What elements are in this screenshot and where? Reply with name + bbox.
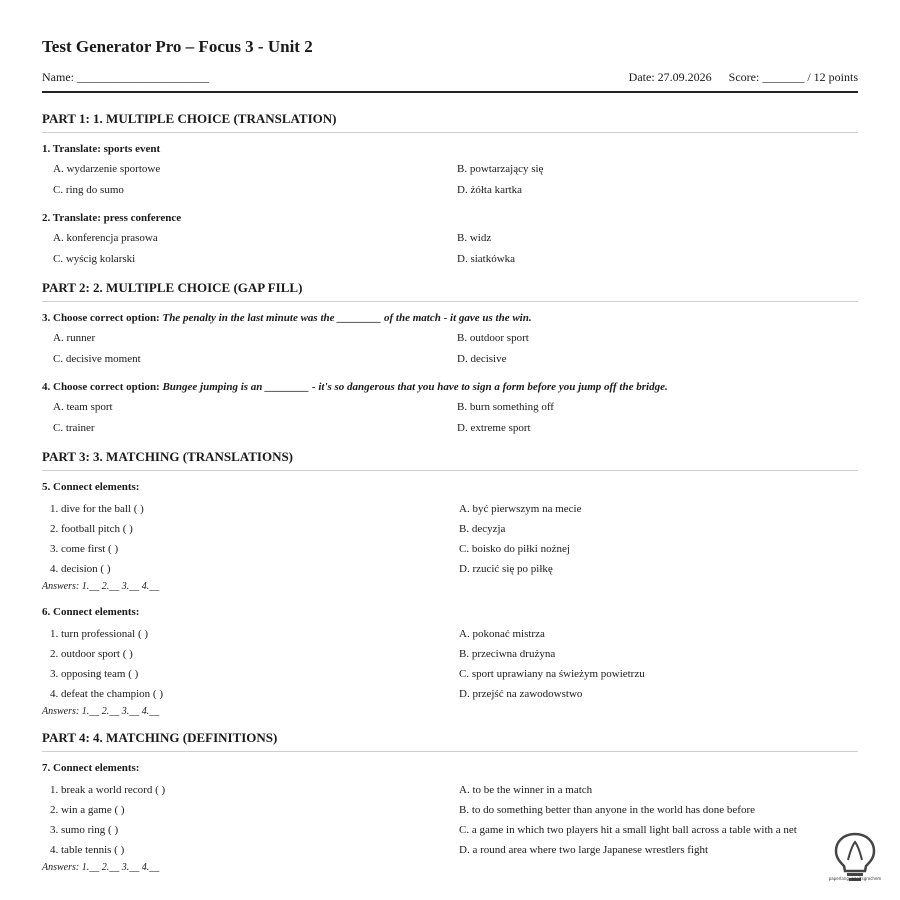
match-right-item: D. a round area where two large Japanese wrestlers fight [459, 844, 709, 856]
question-4 [42, 379, 858, 439]
match-right-item: D. rzucić się po piłkę [459, 563, 553, 575]
options [42, 328, 858, 370]
match-right-item: C. boisko do piłki nożnej [459, 543, 570, 555]
question-1 [42, 141, 858, 201]
part-divider [42, 301, 858, 302]
option-b: B. powtarzający się [457, 163, 544, 175]
matching-grid [42, 780, 858, 860]
header-meta [42, 66, 858, 88]
part-title: PART 1: 1. MULTIPLE CHOICE (TRANSLATION) [42, 111, 337, 126]
match-left-item: 4. defeat the champion ( ) [50, 688, 164, 700]
option-d: D. żółta kartka [457, 184, 523, 196]
name-field: Name: ______________________ [42, 69, 209, 84]
answer-line: Answers: 1.__ 2.__ 3.__ 4.__ [42, 581, 160, 592]
worksheet [42, 36, 858, 885]
option-b: B. burn something off [457, 401, 554, 413]
answer-line: Answers: 1.__ 2.__ 3.__ 4.__ [42, 706, 160, 717]
question-prompt: 1. Translate: sports event [42, 143, 161, 155]
match-left-item: 2. football pitch ( ) [50, 523, 133, 535]
match-left-item: 3. come first ( ) [50, 543, 119, 555]
options [42, 397, 858, 439]
match-left-item: 2. win a game ( ) [50, 804, 125, 816]
question-prompt: 6. Connect elements: [42, 606, 140, 618]
part-title: PART 3: 3. MATCHING (TRANSLATIONS) [42, 449, 294, 464]
question-6 [42, 604, 858, 720]
match-right-item: C. a game in which two players hit a small light ball across a table with a net [459, 824, 797, 836]
option-b: B. outdoor sport [457, 332, 529, 344]
option-c: C. ring do sumo [53, 184, 124, 196]
options [42, 159, 858, 201]
option-c: C. wyścig kolarski [53, 253, 136, 265]
match-left-item: 4. table tennis ( ) [50, 844, 125, 856]
option-a: A. wydarzenie sportowe [53, 163, 161, 175]
match-left-item: 2. outdoor sport ( ) [50, 648, 133, 660]
part-3 [42, 448, 858, 720]
question-2 [42, 210, 858, 270]
question-prompt: 7. Connect elements: [42, 762, 140, 774]
header-divider [42, 91, 858, 93]
part-divider [42, 470, 858, 471]
header-right [615, 70, 858, 85]
part-1 [42, 110, 858, 270]
match-right-item: D. przejść na zawodowstwo [459, 688, 583, 700]
part-divider [42, 132, 858, 133]
answer-line: Answers: 1.__ 2.__ 3.__ 4.__ [42, 862, 160, 873]
question-prompt: 4. Choose correct option: Bungee jumping is an ________ - it's so dangerous that you have to sign a form before you jump off the bridge. [42, 381, 668, 393]
option-d: D. siatkówka [457, 253, 516, 265]
question-prompt: 5. Connect elements: [42, 481, 140, 493]
option-a: A. team sport [53, 401, 113, 413]
question-prompt: 3. Choose correct option: The penalty in the last minute was the ________ of the match - it gave us the win. [42, 312, 532, 324]
date-label: Date: 27.09.2026 [628, 69, 712, 84]
question-prompt: 2. Translate: press conference [42, 212, 182, 224]
option-d: D. extreme sport [457, 422, 531, 434]
matching-grid [42, 624, 858, 704]
logo-text: paperlanguageltsgrochem [828, 876, 882, 881]
question-5 [42, 479, 858, 595]
question-3 [42, 310, 858, 370]
match-right-item: B. to do something better than anyone in the world has done before [459, 804, 756, 816]
match-right-item: B. decyzja [459, 523, 506, 535]
part-2 [42, 279, 858, 439]
part-title: PART 4: 4. MATCHING (DEFINITIONS) [42, 730, 278, 745]
page-title: Test Generator Pro – Focus 3 - Unit 2 [42, 37, 313, 56]
option-d: D. decisive [457, 353, 507, 365]
part-divider [42, 751, 858, 752]
option-c: C. decisive moment [53, 353, 141, 365]
match-left-item: 1. dive for the ball ( ) [50, 503, 144, 515]
option-a: A. konferencja prasowa [53, 232, 158, 244]
match-right-item: A. to be the winner in a match [459, 784, 593, 796]
match-left-item: 4. decision ( ) [50, 563, 111, 575]
part-4 [42, 729, 858, 876]
match-right-item: C. sport uprawiany na świeżym powietrzu [459, 668, 645, 680]
match-left-item: 1. break a world record ( ) [50, 784, 166, 796]
score-field: Score: _______ / 12 points [728, 69, 858, 84]
match-right-item: B. przeciwna drużyna [459, 648, 556, 660]
match-left-item: 3. sumo ring ( ) [50, 824, 119, 836]
match-left-item: 3. opposing team ( ) [50, 668, 139, 680]
option-b: B. widz [457, 232, 492, 244]
option-a: A. runner [53, 332, 96, 344]
option-c: C. trainer [53, 422, 95, 434]
options [42, 228, 858, 270]
match-left-item: 1. turn professional ( ) [50, 628, 149, 640]
match-right-item: A. pokonać mistrza [459, 628, 545, 640]
question-7 [42, 760, 858, 876]
part-title: PART 2: 2. MULTIPLE CHOICE (GAP FILL) [42, 280, 303, 295]
matching-grid [42, 499, 858, 579]
match-right-item: A. być pierwszym na mecie [459, 503, 582, 515]
